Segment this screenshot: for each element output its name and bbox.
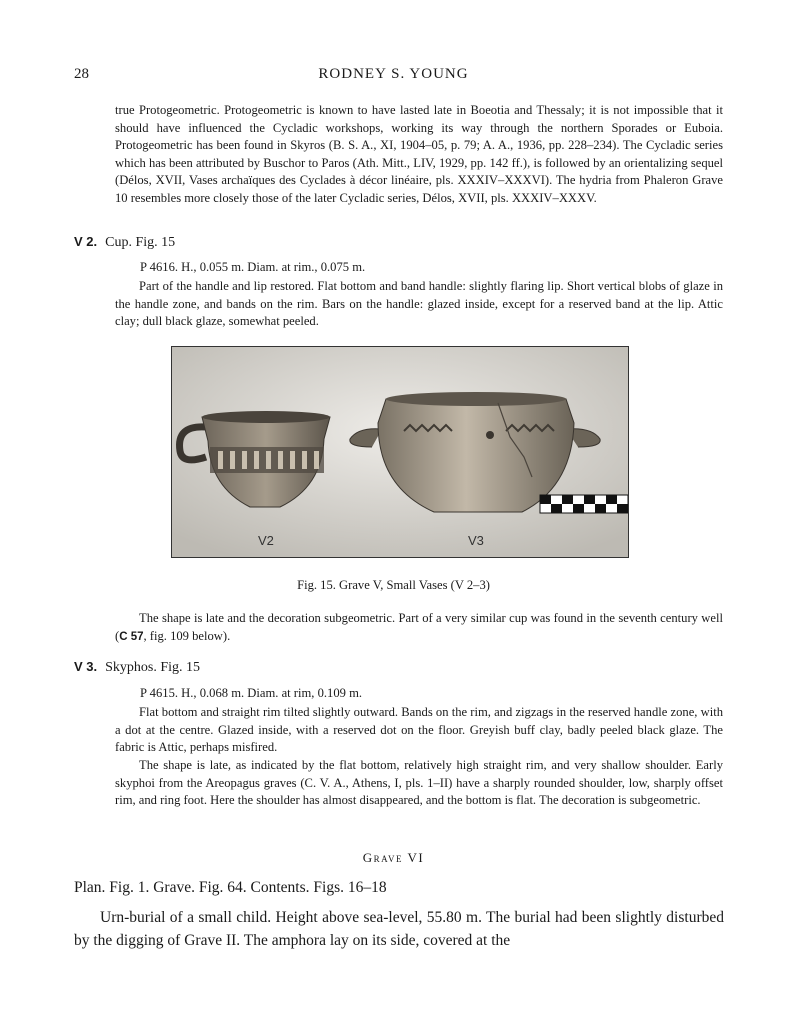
comment-text-post: , fig. 109 below). bbox=[143, 628, 231, 643]
figure-label-v3: V3 bbox=[468, 533, 484, 548]
section-title: Grave VI bbox=[362, 850, 425, 865]
running-head: RODNEY S. YOUNG bbox=[318, 66, 469, 82]
inventory-line: P 4615. H., 0.068 m. Diam. at rim, 0.109 m. bbox=[140, 686, 363, 700]
inventory-line: P 4616. H., 0.055 m. Diam. at rim., 0.075 m. bbox=[140, 260, 366, 274]
figure-photo bbox=[171, 346, 629, 558]
entry-title: Skyphos. Fig. 15 bbox=[105, 660, 201, 675]
scale-bar bbox=[540, 495, 628, 513]
skyphos-body bbox=[378, 393, 574, 512]
skyphos-rim bbox=[386, 392, 566, 406]
figure-caption: Fig. 15. Grave V, Small Vases (V 2–3) bbox=[297, 578, 490, 592]
section-paragraph: Urn-burial of a small child. Height above sea-level, 55.80 m. The burial had been slightly disturbed by the digging of Grave II. The amphora lay on its side, covered at the bbox=[74, 909, 724, 949]
entry-comment: The shape is late, as indicated by the flat bottom, relatively high straight rim, and very shallow shoulder. Early skyphoi from the Areopagus graves (C. V. A., Athens, I, pls. 1–II) have a sharply rounded shoulder, low, sharply offset rim, and ring foot. Here the shoulder has almost disappeared, and the bottom is flat. The decoration is subgeometric. bbox=[115, 758, 723, 808]
centre-dot bbox=[486, 431, 494, 439]
cup-blobs bbox=[218, 451, 319, 469]
entry-description: Flat bottom and straight rim tilted slightly outward. Bands on the rim, and zigzags in the reserved handle zone, with a dot at the centre. Glazed inside, with a reserved dot on the floor. Greyish buff clay, badly peeled black glaze. The fabric is Attic, perhaps misfired. bbox=[115, 705, 723, 755]
vases-photo-illustration bbox=[172, 347, 628, 557]
entry-comment bbox=[115, 610, 723, 646]
page-number: 28 bbox=[74, 66, 89, 82]
entry-number: V 2. bbox=[74, 234, 98, 249]
entry-title: Cup. Fig. 15 bbox=[105, 235, 176, 250]
intro-paragraph: true Protogeometric. Protogeometric is known to have lasted late in Boeotia and Thessaly; it is not impossible that it should have influenced the Cycladic workshops, working its way through the northern Sporades or Euboia. Protogeometric has been found in Skyros (B. S. A., XI, 1904–05, p. 79; A. A., 1936, pp. 228–234). The Cycladic series which has been attributed by Buschor to Paros (Ath. Mitt., LIV, 1929, pp. 142 ff.), is followed by an orientalizing sequel (Délos, XVII, Vases archaïques des Cyclades à décor linéaire, pls. XXXIV–XXXVI). The hydria from Phaleron Grave 10 resembles more closely those of the later Cycladic series, Délos, XVII, pls. XXXIV–XXXV. bbox=[115, 103, 723, 205]
entry-number: V 3. bbox=[74, 659, 98, 674]
comment-text-pre: The shape is late and the decoration subgeometric. Part of a very similar cup was found in the seventh century well ( bbox=[115, 611, 723, 643]
entry-heading-v2 bbox=[74, 234, 175, 251]
page-header bbox=[0, 66, 787, 86]
entry-heading-v3 bbox=[74, 659, 200, 676]
plan-line: Plan. Fig. 1. Grave. Fig. 64. Contents. Figs. 16–18 bbox=[74, 879, 387, 896]
comment-reference: C 57 bbox=[119, 630, 144, 643]
figure-label-v2: V2 bbox=[258, 533, 274, 548]
cup-rim bbox=[202, 411, 330, 423]
entry-description: Part of the handle and lip restored. Flat bottom and band handle: slightly flaring lip. Short vertical blobs of glaze in the handle zone, and bands on the rim. Bars on the handle: glazed inside, except for a reserved band at the lip. Attic clay; dull black glaze, somewhat peeled. bbox=[115, 279, 723, 329]
